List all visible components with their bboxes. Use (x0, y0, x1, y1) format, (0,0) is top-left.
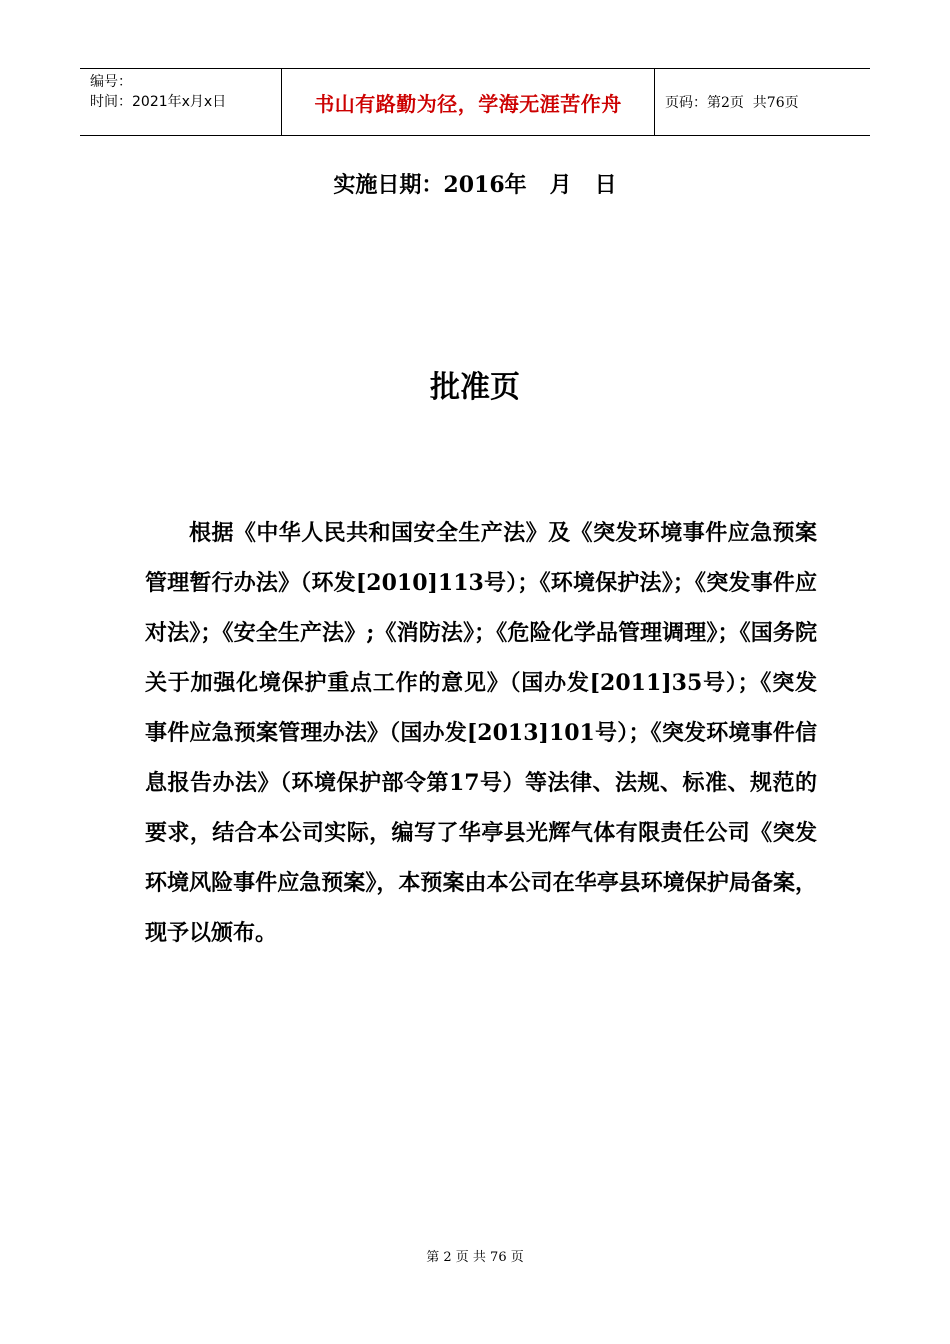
page-header (80, 68, 870, 136)
header-meta-cell (80, 69, 282, 135)
page-footer: 第 2 页 共 76 页 (426, 1250, 524, 1265)
approval-paragraph: 根据《中华人民共和国安全生产法》及《突发环境事件应急预案管理暂行办法》（环发[2010]113号）；《环境保护法》；《突发事件应对法》；《安全生产法》;《消防法》；《危险化学品管理调理》；《国务院关于加强化境保护重点工作的意见》（国办发[2011]35号）；《突发事件应急预案管理办法》（国办发[2013]101号）；《突发环境事件信息报告办法》（环境保护部令第17号）等法律、法规、标准、规范的要求，结合本公司实际，编写了华亭县光辉气体有限责任公司《突发环境风险事件应急预案》，本预案由本公司在华亭县环境保护局备案，现予以颁布。 (145, 520, 817, 946)
time-label: 时间：2021年x月x日 (90, 94, 227, 110)
header-page-info: 页码：第2页 共76页 (665, 95, 799, 111)
header-motto: 书山有路勤为径，学海无涯苦作舟 (282, 69, 655, 135)
serial-number-label: 编号： (90, 74, 132, 90)
page-title: 批准页 (430, 370, 520, 405)
implementation-date: 实施日期：2016年 月 日 (333, 172, 617, 198)
